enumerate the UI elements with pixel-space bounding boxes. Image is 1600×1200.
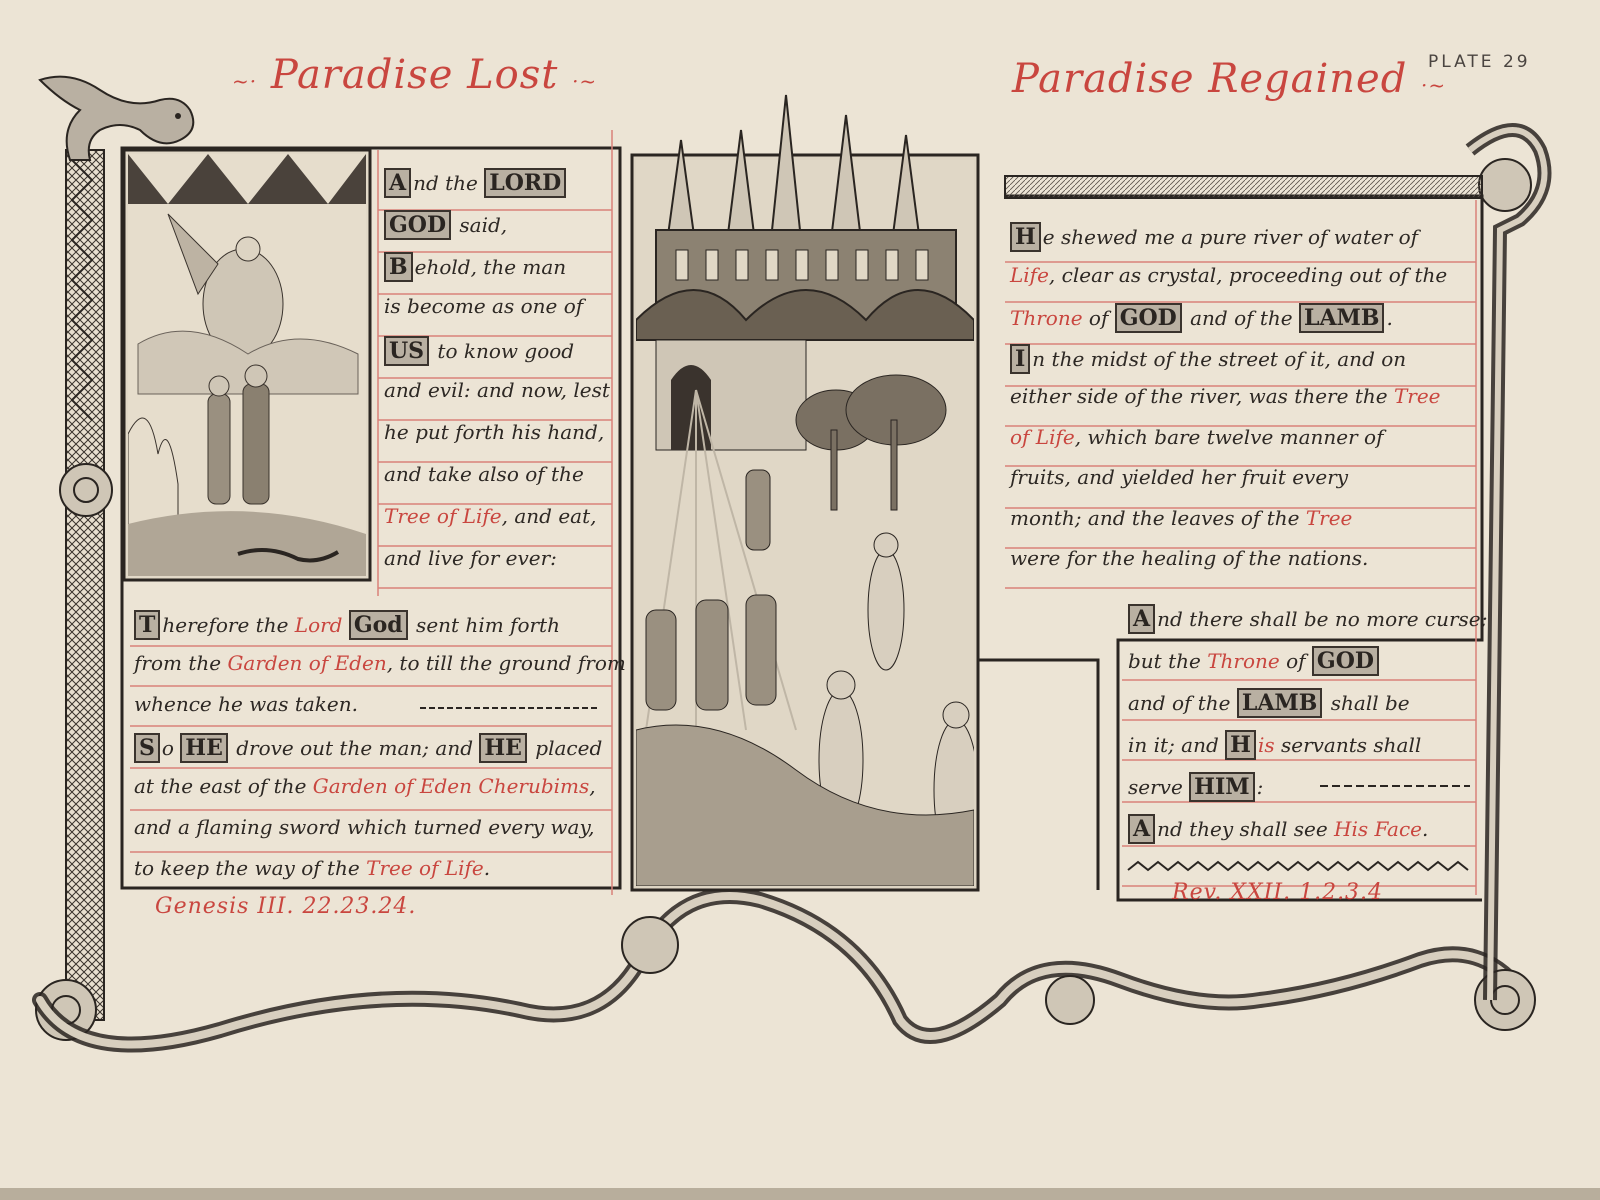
- text-line: [1010, 546, 1368, 570]
- rubric-text: Garden of Eden: [227, 651, 387, 675]
- text-run: o: [161, 736, 181, 760]
- text-run: and live for ever:: [384, 546, 557, 570]
- text-line: [384, 294, 583, 318]
- text-run: either side of the river, was there the: [1010, 384, 1394, 408]
- text-run: whence he was taken.: [134, 692, 359, 716]
- illuminated-capital: B: [384, 252, 413, 282]
- text-run: of: [1279, 649, 1312, 673]
- text-line: [1010, 425, 1383, 449]
- text-line: [1128, 814, 1428, 844]
- text-line: [1010, 384, 1441, 408]
- rubric-text: Life: [1010, 262, 1049, 287]
- text-line: [384, 168, 568, 198]
- text-line: [1010, 263, 1447, 287]
- rubric-text: Tree: [1305, 505, 1353, 530]
- text-line: [1010, 303, 1393, 333]
- rubric-text: Throne: [1010, 306, 1083, 330]
- text-run: n the midst of the street of it, and on: [1032, 346, 1407, 371]
- text-line: [1010, 465, 1348, 489]
- text-run: is become as one of: [384, 294, 584, 318]
- text-run: ,: [589, 774, 596, 798]
- text-run: he put forth his hand,: [384, 420, 605, 444]
- text-line: [1010, 344, 1406, 374]
- text-run: e shewed me a pure river of water of: [1042, 225, 1419, 249]
- flourish-icon: ·~: [572, 69, 598, 93]
- illuminated-capital: A: [384, 168, 411, 198]
- rubric-text: His Face: [1334, 817, 1422, 841]
- text-run: .: [1422, 817, 1429, 841]
- text-run: at the east of the: [134, 774, 313, 798]
- rubric-text: Tree of Life: [366, 856, 484, 880]
- illuminated-capital: HIM: [1189, 772, 1254, 802]
- flourish-icon: ~·: [232, 69, 258, 93]
- text-line: [1128, 604, 1487, 634]
- text-line: [384, 462, 584, 486]
- illuminated-capital: A: [1128, 814, 1155, 844]
- text-line: [134, 815, 594, 839]
- illuminated-capital: US: [384, 336, 429, 366]
- text-run: nd the: [413, 171, 485, 195]
- right-title-text: Paradise Regained: [1012, 56, 1408, 102]
- text-run: shall be: [1324, 691, 1410, 715]
- illuminated-capital: LAMB: [1299, 303, 1385, 333]
- text-run: , clear as crystal, proceeding out of the: [1048, 262, 1448, 287]
- illuminated-capital: S: [134, 733, 160, 763]
- text-run: nd they shall see: [1157, 817, 1335, 841]
- cathedral-illustration: [636, 90, 974, 886]
- text-line: [1128, 646, 1381, 676]
- text-line: [384, 210, 507, 240]
- left-title-text: Paradise Lost: [270, 52, 559, 98]
- text-line: [134, 733, 602, 763]
- illuminated-capital: LORD: [484, 168, 566, 198]
- text-run: drove out the man; and: [229, 736, 480, 760]
- illuminated-capital: I: [1010, 344, 1030, 374]
- text-line: [134, 692, 358, 716]
- text-run: of: [1082, 306, 1115, 330]
- text-run: but the: [1128, 649, 1208, 673]
- text-run: and evil: and now, lest: [384, 378, 610, 402]
- text-line: [384, 546, 557, 570]
- illuminated-capital: H: [1010, 222, 1041, 252]
- rubric-text: Garden of Eden: [312, 774, 473, 798]
- text-run: from the: [134, 651, 228, 675]
- text-line: [384, 504, 597, 528]
- illuminated-capital: T: [134, 610, 160, 640]
- rubric-text: Throne: [1207, 649, 1280, 673]
- text-run: and of the: [1183, 306, 1299, 330]
- text-run: said,: [453, 213, 508, 237]
- angel-expulsion-illustration: [128, 154, 366, 576]
- text-line: [384, 420, 604, 444]
- illuminated-capital: GOD: [1115, 303, 1182, 333]
- text-run: were for the healing of the nations.: [1010, 546, 1369, 570]
- text-run: to keep the way of the: [134, 856, 367, 880]
- text-run: to know good: [431, 339, 575, 363]
- flourish-icon: ·~: [1421, 73, 1447, 97]
- text-run: fruits, and yielded her fruit every: [1010, 465, 1349, 489]
- plate-label: PLATE 29: [1428, 52, 1531, 72]
- text-run: month; and the leaves of the: [1010, 505, 1306, 530]
- text-line: [134, 651, 626, 675]
- text-run: herefore the: [162, 613, 295, 637]
- text-run: nd there shall be no more curse;: [1157, 607, 1488, 631]
- rubric-text: Lord: [294, 613, 343, 637]
- text-line: [1128, 688, 1410, 718]
- rubric-text: Tree of Life: [384, 504, 502, 528]
- text-run: placed: [528, 736, 603, 760]
- text-line: [134, 774, 596, 798]
- illuminated-capital: A: [1128, 604, 1155, 634]
- text-run: serve: [1128, 775, 1190, 799]
- text-line: [1010, 506, 1352, 530]
- text-line: [384, 336, 574, 366]
- text-line: [384, 378, 610, 402]
- illuminated-capital: GOD: [384, 210, 451, 240]
- text-run: .: [483, 856, 491, 880]
- left-title: [232, 52, 597, 98]
- text-line: [384, 252, 566, 282]
- text-line: [1128, 730, 1421, 760]
- text-run: ehold, the man: [414, 255, 567, 279]
- text-line: [1128, 772, 1263, 802]
- text-run: sent him forth: [409, 613, 560, 637]
- text-run: and of the: [1128, 691, 1237, 715]
- text-run: .: [1386, 306, 1393, 330]
- text-run: and take also of the: [384, 462, 584, 486]
- illuminated-capital: GOD: [1312, 646, 1379, 676]
- rubric-text: of Life: [1010, 424, 1075, 449]
- illuminated-capital: LAMB: [1237, 688, 1323, 718]
- text-run: servants shall: [1274, 733, 1422, 757]
- right-title: [1012, 56, 1446, 102]
- text-run: , and eat,: [501, 504, 597, 528]
- text-run: in it; and: [1128, 733, 1226, 757]
- illuminated-capital: God: [349, 610, 408, 640]
- revelation-reference: Rev. XXII. 1.2.3.4: [1172, 880, 1384, 905]
- text-run: , which bare twelve manner of: [1074, 424, 1384, 449]
- illuminated-capital: H: [1225, 730, 1256, 760]
- genesis-reference: Genesis III. 22.23.24.: [155, 894, 417, 919]
- text-line: [134, 610, 560, 640]
- rubric-text: is: [1257, 733, 1275, 757]
- text-line: [134, 856, 490, 880]
- text-line: [1010, 222, 1418, 252]
- text-run: :: [1256, 775, 1264, 799]
- text-run: and a flaming sword which turned every way,: [134, 815, 595, 839]
- text-run: , to till the ground from: [386, 651, 626, 675]
- rubric-text: Cherubims: [478, 774, 590, 798]
- rubric-text: Tree: [1393, 384, 1441, 408]
- illuminated-capital: HE: [180, 733, 228, 763]
- illuminated-capital: HE: [479, 733, 527, 763]
